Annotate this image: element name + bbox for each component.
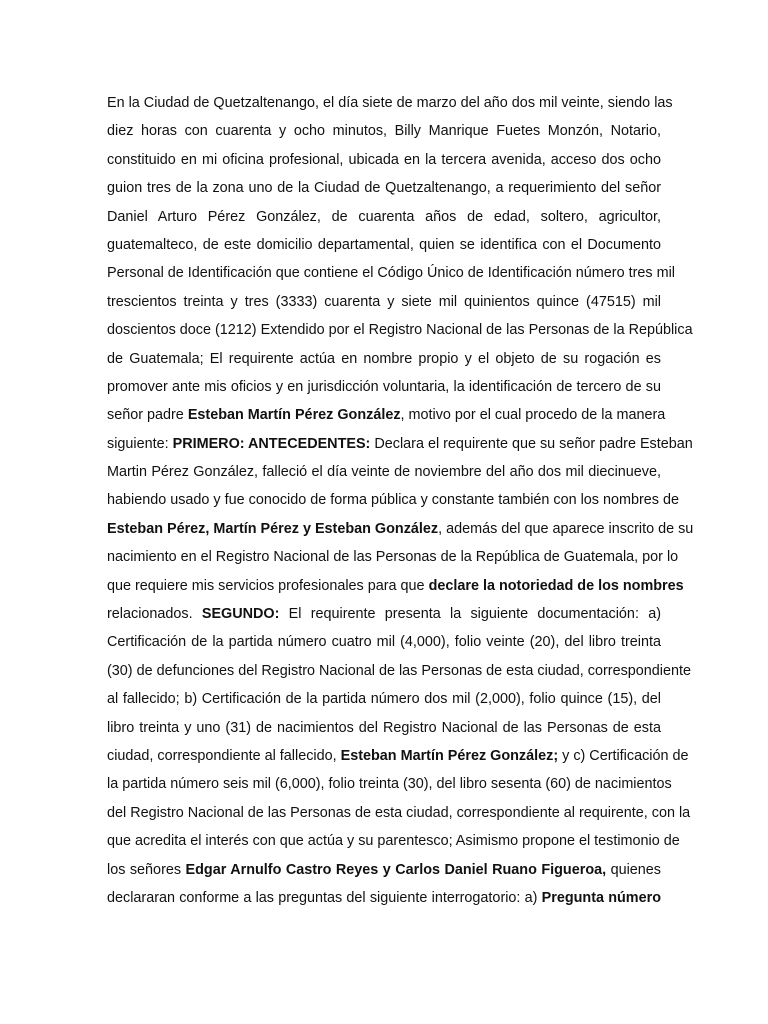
text-segment: (30) de defunciones del Registro Nacional de las Personas de esta ciudad, correspondiente <box>107 662 691 679</box>
text-segment: En la Ciudad de Quetzaltenango, el día siete de marzo del año dos mil veinte, siendo las <box>107 95 673 111</box>
text-line <box>107 401 666 429</box>
text-segment: la partida número seis mil (6,000), folio treinta (30), del libro sesenta (60) de nacimientos <box>107 776 672 793</box>
text-segment: Personal de Identificación que contiene el Código Único de Identificación número tres mil <box>107 265 675 282</box>
text-line <box>107 856 661 884</box>
text-segment: de Guatemala; El requirente actúa en nombre propio y el objeto de su rogación es <box>107 350 661 367</box>
text-line <box>107 430 693 458</box>
text-segment: libro treinta y uno (31) de nacimientos del Registro Nacional de las Personas de esta <box>107 719 661 736</box>
text-line <box>107 259 675 287</box>
text-segment: ciudad, correspondiente al fallecido, <box>107 747 341 764</box>
text-line <box>107 373 661 401</box>
text-segment: del Registro Nacional de las Personas de esta ciudad, correspondiente al requirente, con la <box>107 804 691 821</box>
text-segment: relacionados. <box>107 606 202 623</box>
bold-text-segment: Esteban Martín Pérez González; <box>340 747 559 764</box>
text-segment: nacimiento en el Registro Nacional de las Personas de la República de Guatemala, por lo <box>107 549 679 566</box>
text-segment: guatemalteco, de este domicilio departamental, quien se identifica con el Documento <box>107 236 661 253</box>
text-segment: , además del que aparece inscrito de su <box>438 520 694 537</box>
text-segment: Declara el requirente que su señor padre Esteban <box>370 435 693 452</box>
text-line <box>107 827 680 855</box>
bold-text-segment: Edgar Arnulfo Castro Reyes y Carlos Daniel Ruano Figueroa, <box>185 861 607 878</box>
text-line <box>107 89 673 117</box>
text-line <box>107 657 691 685</box>
text-segment: guion tres de la zona uno de la Ciudad de Quetzaltenango, a requerimiento del señor <box>107 180 661 197</box>
text-segment: los señores <box>107 861 186 878</box>
text-line <box>107 572 684 600</box>
text-line <box>107 203 661 231</box>
text-segment: doscientos doce (1212) Extendido por el Registro Nacional de las Personas de la República <box>107 322 693 339</box>
text-line <box>107 117 661 145</box>
document-body-text <box>107 89 694 912</box>
bold-text-segment: Esteban Pérez, Martín Pérez y Esteban González <box>107 520 439 537</box>
text-line <box>107 345 661 373</box>
text-line <box>107 458 661 486</box>
text-line <box>107 884 661 912</box>
text-segment: quienes <box>606 861 661 878</box>
text-line <box>107 770 672 798</box>
text-segment: Martin Pérez González, falleció el día veinte de noviembre del año dos mil diecinueve, <box>107 464 661 481</box>
text-segment: Certificación de la partida número cuatro mil (4,000), folio veinte (20), del libro treinta <box>107 634 661 651</box>
text-line <box>107 231 661 259</box>
bold-text-segment: PRIMERO: ANTECEDENTES: <box>172 435 371 452</box>
text-segment: que requiere mis servicios profesionales para que <box>107 577 429 594</box>
text-segment: promover ante mis oficios y en jurisdicción voluntaria, la identificación de tercero de su <box>107 378 661 395</box>
text-segment: constituido en mi oficina profesional, ubicada en la tercera avenida, acceso dos ocho <box>107 151 661 168</box>
text-line <box>107 799 691 827</box>
text-segment: y c) Certificación de <box>558 747 689 764</box>
text-line <box>107 742 689 770</box>
text-line <box>107 543 679 571</box>
text-line <box>107 714 661 742</box>
text-line <box>107 515 694 543</box>
text-segment: trescientos treinta y tres (3333) cuarenta y siete mil quinientos quince (47515) mil <box>107 293 661 310</box>
text-line <box>107 628 661 656</box>
text-segment: señor padre <box>107 407 188 424</box>
text-line <box>107 174 661 202</box>
text-line <box>107 486 679 514</box>
bold-text-segment: Esteban Martín Pérez González <box>187 407 401 424</box>
text-segment: habiendo usado y fue conocido de forma pública y constante también con los nombres de <box>107 492 679 509</box>
text-segment: siguiente: <box>107 435 173 452</box>
text-segment: , motivo por el cual procedo de la manera <box>400 407 666 424</box>
bold-text-segment: Pregunta número <box>541 889 661 906</box>
bold-text-segment: SEGUNDO: <box>201 606 280 623</box>
text-line <box>107 316 693 344</box>
text-segment: Daniel Arturo Pérez González, de cuarenta años de edad, soltero, agricultor, <box>107 208 661 225</box>
text-segment: declararan conforme a las preguntas del siguiente interrogatorio: a) <box>107 889 542 906</box>
text-line <box>107 600 661 628</box>
text-line <box>107 146 661 174</box>
text-line <box>107 288 661 316</box>
bold-text-segment: declare la notoriedad de los nombres <box>428 577 684 594</box>
text-segment: al fallecido; b) Certificación de la partida número dos mil (2,000), folio quince (15), del <box>107 691 661 708</box>
text-line <box>107 685 661 713</box>
text-segment: El requirente presenta la siguiente documentación: a) <box>279 606 661 623</box>
text-segment: diez horas con cuarenta y ocho minutos, Billy Manrique Fuetes Monzón, Notario, <box>107 123 661 140</box>
text-segment: que acredita el interés con que actúa y su parentesco; Asimismo propone el testimonio de <box>107 833 680 850</box>
